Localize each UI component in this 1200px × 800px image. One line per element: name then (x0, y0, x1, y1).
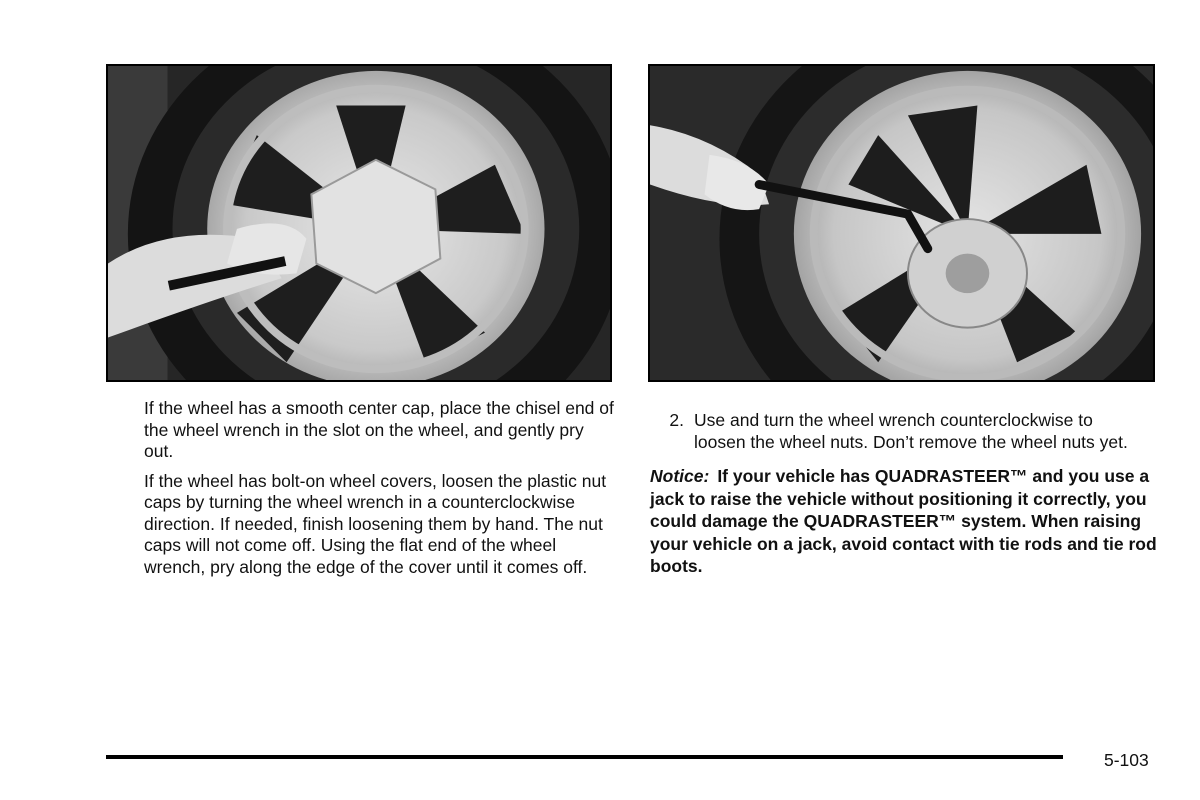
notice-paragraph (650, 465, 1160, 578)
right-column-text (650, 410, 1160, 578)
footer-rule (106, 755, 1063, 759)
notice-label: Notice: (650, 466, 710, 486)
loosen-wheel-nuts-photo (648, 64, 1155, 382)
center-cap-paragraph: If the wheel has a smooth center cap, place the chisel end of the wheel wrench in the slot on the wheel, and gently pry out. (144, 398, 614, 461)
wheel-cover-paragraph: If the wheel has bolt-on wheel covers, loosen the plastic nut caps by turning the wheel wrench in a counterclockwise direction. If needed, finish loosening them by hand. The nut caps will not come off. Using the flat end of the wheel wrench, pry along the edge of the cover until it comes off. (144, 470, 607, 577)
left-column-text (144, 398, 616, 586)
notice-text: If your vehicle has QUADRASTEER™ and you use a jack to raise the vehicle without positioning it correctly, you could damage the QUADRASTEER™ system. When raising your vehicle on a jack, avoid contact with tie rods and tie rod boots. (650, 466, 1157, 576)
step-text: Use and turn the wheel wrench counterclockwise to loosen the wheel nuts. Don’t remove the wheel nuts yet. (694, 410, 1128, 452)
wheel-center-cap-photo (106, 64, 612, 382)
step-number: 2. (669, 410, 684, 430)
loosen-wheel-nuts-illustration (650, 66, 1153, 380)
wheel-center-cap-illustration (108, 66, 610, 380)
page-number: 5-103 (1104, 750, 1149, 770)
step-item (650, 410, 1160, 453)
